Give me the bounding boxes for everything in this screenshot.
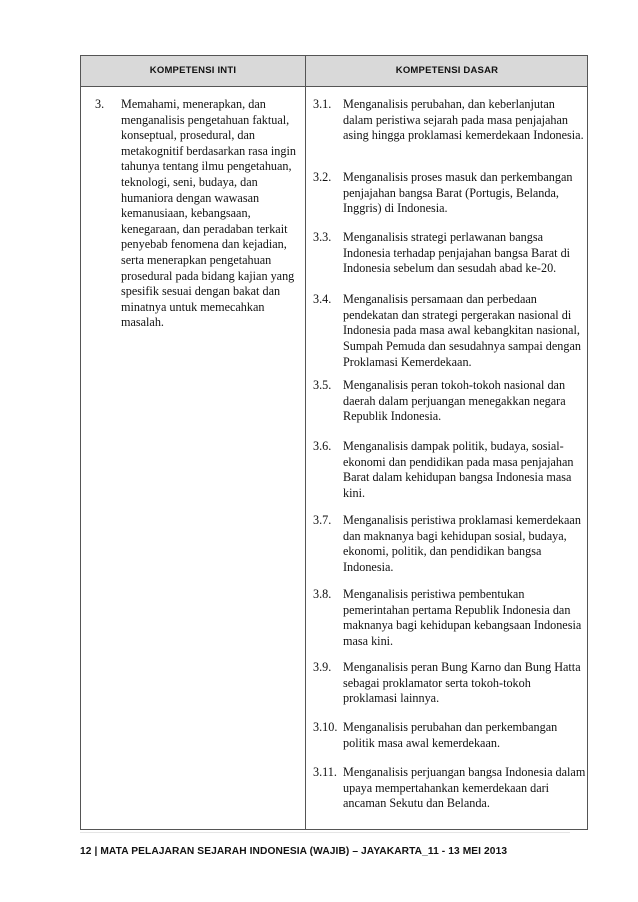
kd-number: 3.7.	[313, 513, 332, 527]
competency-table	[80, 55, 588, 830]
page-footer: 12 | MATA PELAJARAN SEJARAH INDONESIA (WAJIB) – JAYAKARTA_11 - 13 MEI 2013	[80, 846, 508, 857]
table-header	[81, 56, 587, 87]
header-kompetensi-dasar: KOMPETENSI DASAR	[395, 65, 499, 76]
kd-text: Menganalisis strategi perlawanan bangsa Indonesia terhadap penjajahan bangsa Barat di Indonesia sebelum dan sesudah abad ke-20.	[343, 230, 571, 276]
kd-text: Menganalisis dampak politik, budaya, sosial-ekonomi dan pendidikan pada masa penjajahan Barat dalam kehidupan bangsa Indonesia masa kini.	[343, 439, 574, 501]
kd-number: 3.10.	[313, 720, 338, 734]
kd-number: 3.9.	[313, 660, 332, 674]
kd-text: Menganalisis perubahan, dan keberlanjutan dalam peristiwa sejarah pada masa penjajahan asing hingga proklamasi kemerdekaan Indonesia.	[343, 97, 584, 143]
kd-text: Menganalisis peran Bung Karno dan Bung Hatta sebagai proklamator serta tokoh-tokoh proklamasi lainnya.	[343, 660, 581, 706]
column-divider	[305, 56, 306, 829]
ki-number: 3.	[95, 97, 105, 111]
footer-rule	[80, 832, 570, 833]
kd-number: 3.4.	[313, 292, 332, 306]
kd-text: Menganalisis persamaan dan perbedaan pendekatan dan strategi pergerakan nasional di Indonesia pada masa awal kebangkitan nasional, Sumpah Pemuda dan sesudahnya sampai dengan Proklamasi Kemerdekaan.	[343, 292, 581, 369]
kd-number: 3.11.	[313, 765, 337, 779]
kd-number: 3.2.	[313, 170, 332, 184]
ki-text: Memahami, menerapkan, dan menganalisis pengetahuan faktual, konseptual, prosedural, dan metakognitif berdasarkan rasa ingin tahunya tentang ilmu pengetahuan, teknologi, seni, budaya, dan humaniora dengan wawasan kemanusiaan, kebangsaan, kenegaraan, dan peradaban terkait penyebab fenomena dan kejadian, serta menerapkan pengetahuan prosedural pada bidang kajian yang spesifik sesuai dengan bakat dan minatnya untuk memecahkan masalah.	[121, 97, 296, 330]
kd-number: 3.8.	[313, 587, 332, 601]
kd-number: 3.1.	[313, 97, 332, 111]
kd-number: 3.5.	[313, 378, 332, 392]
kd-number: 3.3.	[313, 230, 332, 244]
kd-number: 3.6.	[313, 439, 332, 453]
kd-text: Menganalisis perjuangan bangsa Indonesia dalam upaya mempertahankan kemerdekaan dari ancaman Sekutu dan Belanda.	[343, 765, 586, 811]
kd-text: Menganalisis peran tokoh-tokoh nasional dan daerah dalam perjuangan menegakkan negara Republik Indonesia.	[343, 378, 566, 424]
header-kompetensi-inti: KOMPETENSI INTI	[149, 65, 237, 76]
kd-text: Menganalisis peristiwa proklamasi kemerdekaan dan maknanya bagi kehidupan sosial, budaya, ekonomi, politik, dan pendidikan bangsa Indonesia.	[343, 513, 581, 575]
kd-text: Menganalisis peristiwa pembentukan pemerintahan pertama Republik Indonesia dan maknanya bagi kehidupan kebangsaan Indonesia masa kini.	[343, 587, 582, 649]
kd-text: Menganalisis proses masuk dan perkembangan penjajahan bangsa Barat (Portugis, Belanda, Inggris) di Indonesia.	[343, 170, 573, 216]
kd-text: Menganalisis perubahan dan perkembangan politik masa awal kemerdekaan.	[343, 720, 558, 750]
